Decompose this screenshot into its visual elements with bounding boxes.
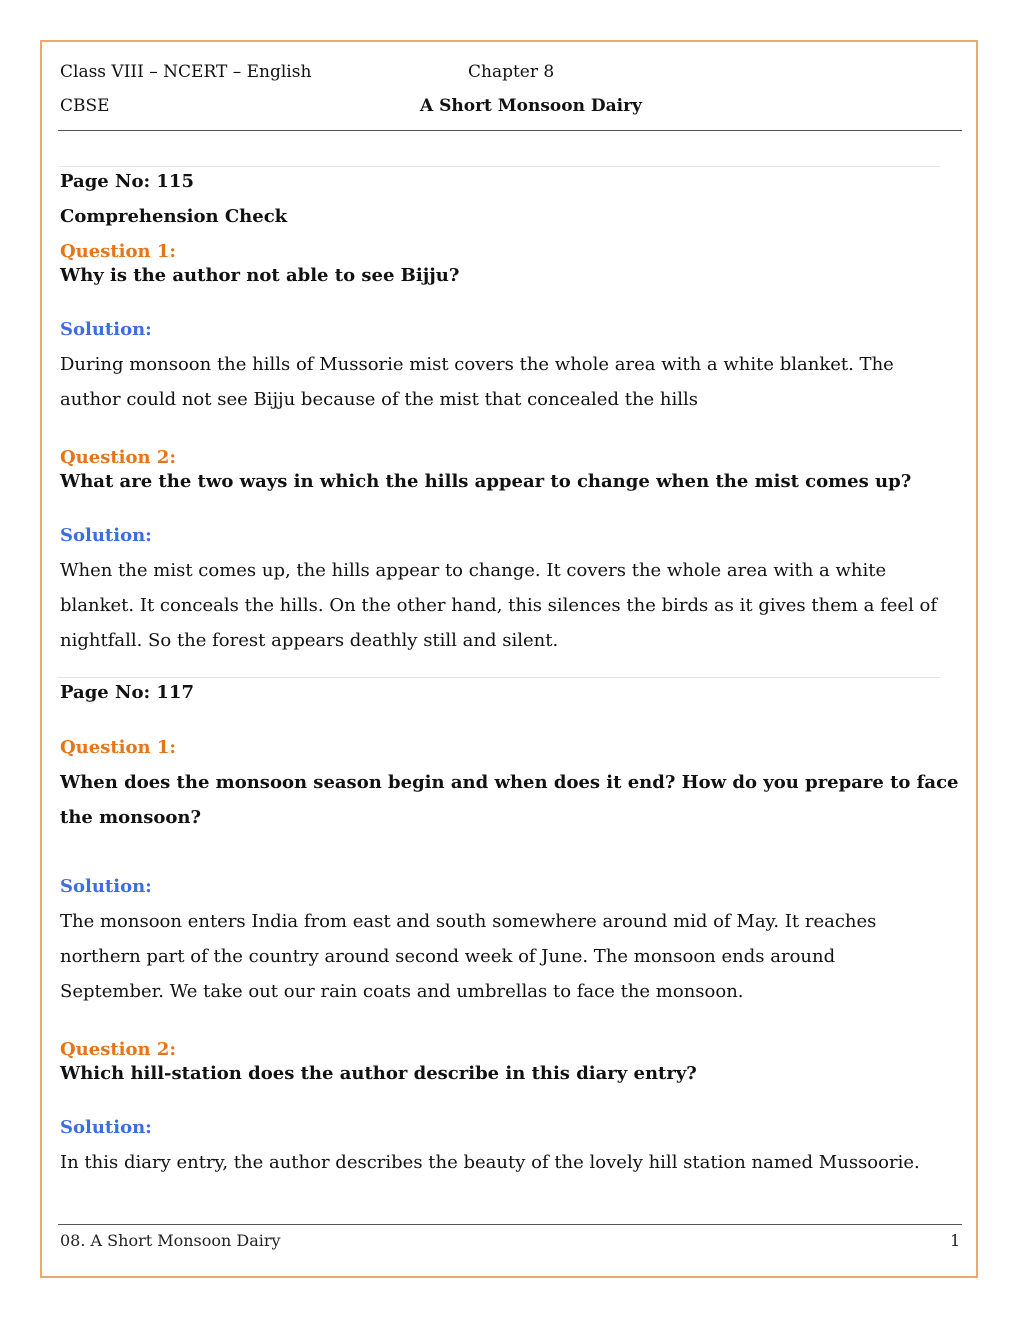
question-label: Question 1: — [60, 737, 177, 758]
solution-line: The monsoon enters India from east and south somewhere around mid of May. It reaches — [60, 911, 877, 932]
solution-line: author could not see Bijju because of the mist that concealed the hills — [60, 389, 699, 410]
solution-label: Solution: — [60, 1117, 152, 1138]
section-divider — [58, 677, 940, 678]
section-heading: Comprehension Check — [60, 206, 288, 227]
header-class-label: Class VIII – NCERT – English — [60, 62, 312, 82]
solution-line: blanket. It conceals the hills. On the other hand, this silences the birds as it gives them a feel of — [60, 595, 938, 616]
solution-label: Solution: — [60, 525, 152, 546]
question-label: Question 2: — [60, 447, 177, 468]
solution-line: When the mist comes up, the hills appear to change. It covers the whole area with a white — [60, 560, 887, 581]
solution-line: In this diary entry, the author describes the beauty of the lovely hill station named Mussoorie. — [60, 1152, 920, 1173]
question-label: Question 2: — [60, 1039, 177, 1060]
footer-page-number: 1 — [950, 1231, 961, 1250]
question-text: Why is the author not able to see Bijju? — [60, 265, 460, 286]
solution-label: Solution: — [60, 319, 152, 340]
page-number-heading: Page No: 117 — [60, 682, 194, 703]
header-chapter-title: A Short Monsoon Dairy — [420, 96, 642, 116]
question-label: Question 1: — [60, 241, 177, 262]
question-text: When does the monsoon season begin and when does it end? How do you prepare to face — [60, 772, 959, 793]
question-text: Which hill-station does the author describe in this diary entry? — [60, 1063, 697, 1084]
question-text: the monsoon? — [60, 807, 202, 828]
solution-line: During monsoon the hills of Mussorie mist covers the whole area with a white blanket. The — [60, 354, 894, 375]
section-divider — [58, 166, 940, 167]
solution-line: nightfall. So the forest appears deathly still and silent. — [60, 630, 559, 651]
header-chapter-label: Chapter 8 — [468, 62, 555, 82]
solution-label: Solution: — [60, 876, 152, 897]
footer-rule — [58, 1224, 962, 1225]
footer-title: 08. A Short Monsoon Dairy — [60, 1231, 281, 1250]
page-number-heading: Page No: 115 — [60, 171, 194, 192]
header-board-label: CBSE — [60, 96, 110, 116]
question-text: What are the two ways in which the hills appear to change when the mist comes up? — [60, 471, 912, 492]
header-rule — [58, 130, 962, 131]
solution-line: northern part of the country around second week of June. The monsoon ends around — [60, 946, 836, 967]
solution-line: September. We take out our rain coats and umbrellas to face the monsoon. — [60, 981, 744, 1002]
